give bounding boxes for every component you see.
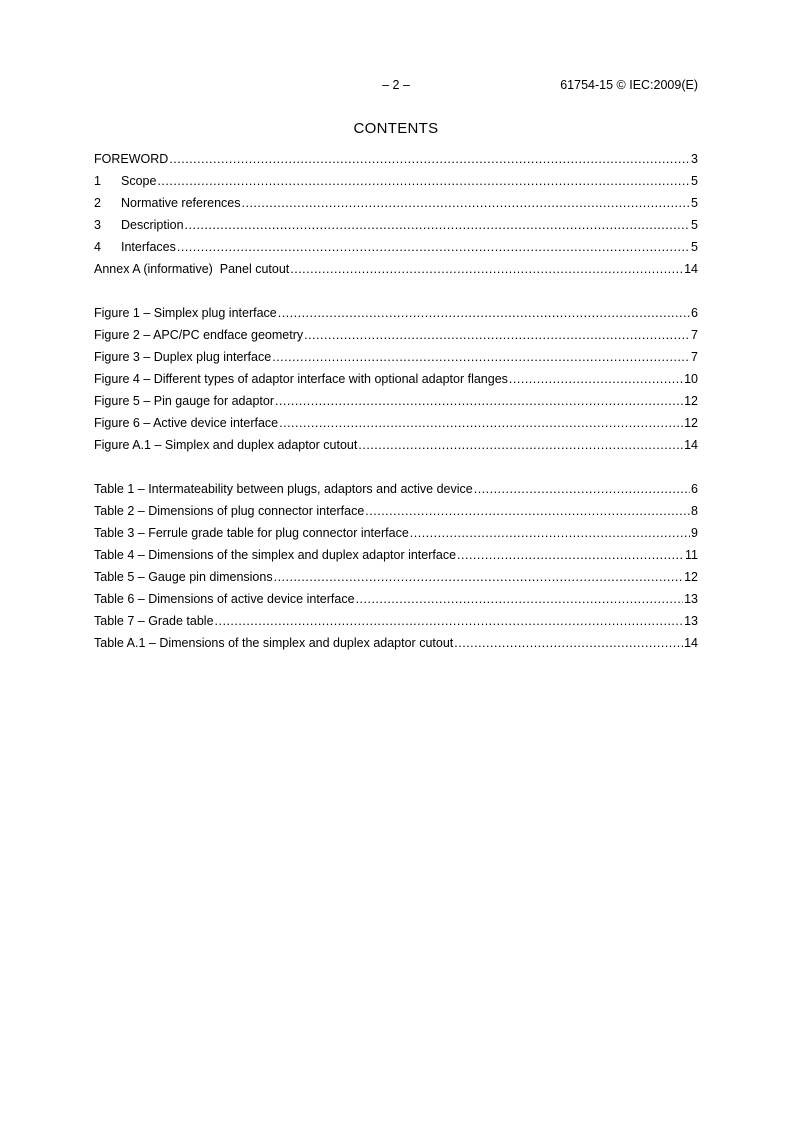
toc-entry-label: Figure A.1 – Simplex and duplex adaptor cutout: [94, 438, 358, 452]
toc-entry-figure[interactable]: [94, 371, 698, 393]
toc-entry-page: 7: [691, 350, 698, 364]
toc-entry-label: Figure 5 – Pin gauge for adaptor: [94, 394, 274, 408]
toc-leader-dots: [177, 239, 690, 255]
toc-entry-label: Table 7 – Grade table: [94, 614, 214, 628]
toc-leader-dots: [410, 525, 690, 541]
toc-entry-page: 12: [684, 570, 698, 584]
toc-spacer: [94, 283, 698, 305]
toc-leader-dots: [242, 195, 691, 211]
toc-entry-interfaces[interactable]: [94, 239, 698, 261]
toc-entry-table[interactable]: [94, 635, 698, 657]
toc-entry-figure[interactable]: [94, 305, 698, 327]
toc-entry-label: Figure 3 – Duplex plug interface: [94, 350, 272, 364]
document-reference: 61754-15 © IEC:2009(E): [560, 78, 698, 92]
toc-leader-dots: [272, 349, 690, 365]
toc-entry-number: 1: [94, 174, 101, 188]
toc-entry-figure[interactable]: [94, 437, 698, 459]
toc-entry-number: 2: [94, 196, 101, 210]
toc-leader-dots: [279, 415, 683, 431]
toc-entry-page: 8: [691, 504, 698, 518]
toc-entry-label: Table 6 – Dimensions of active device interface: [94, 592, 355, 606]
toc-entry-number: 4: [94, 240, 101, 254]
contents-title: CONTENTS: [353, 120, 439, 137]
toc-entry-label: Annex A (informative) Panel cutout: [94, 262, 290, 276]
toc-entry-page: 13: [684, 592, 698, 606]
toc-entry-label: Figure 1 – Simplex plug interface: [94, 306, 277, 320]
toc-leader-dots: [356, 591, 684, 607]
toc-entry-table[interactable]: [94, 569, 698, 591]
toc-entry-page: 14: [684, 262, 698, 276]
toc-entry-page: 12: [684, 416, 698, 430]
toc-entry-page: 9: [691, 526, 698, 540]
toc-entry-page: 7: [691, 328, 698, 342]
toc-leader-dots: [169, 151, 690, 167]
toc-entry-number: 3: [94, 218, 101, 232]
toc-leader-dots: [185, 217, 691, 233]
toc-entry-description[interactable]: [94, 217, 698, 239]
toc-entry-label: Table A.1 – Dimensions of the simplex and duplex adaptor cutout: [94, 636, 454, 650]
toc-entry-table[interactable]: [94, 525, 698, 547]
toc-leader-dots: [358, 437, 683, 453]
toc-entry-page: 11: [685, 548, 698, 562]
toc-leader-dots: [215, 613, 684, 629]
toc-entry-label: Table 1 – Intermateability between plugs, adaptors and active device: [94, 482, 473, 496]
toc-entry-table[interactable]: [94, 481, 698, 503]
toc-leader-dots: [454, 635, 683, 651]
toc-entry-label: FOREWORD: [94, 152, 169, 166]
toc-tables: [94, 481, 698, 657]
toc-leader-dots: [365, 503, 690, 519]
toc-entry-normative-references[interactable]: [94, 195, 698, 217]
toc-entry-label: Table 4 – Dimensions of the simplex and duplex adaptor interface: [94, 548, 457, 562]
toc-entry-page: 5: [691, 174, 698, 188]
toc-entry-page: 6: [691, 306, 698, 320]
toc-entry-page: 5: [691, 240, 698, 254]
toc-entry-scope[interactable]: [94, 173, 698, 195]
toc-entry-annex-a[interactable]: [94, 261, 698, 283]
table-of-contents: [94, 151, 698, 657]
toc-leader-dots: [278, 305, 690, 321]
toc-entry-figure[interactable]: [94, 393, 698, 415]
toc-entry-label: Table 5 – Gauge pin dimensions: [94, 570, 273, 584]
toc-entry-label: Figure 4 – Different types of adaptor interface with optional adaptor flanges: [94, 372, 508, 386]
toc-entry-label: Table 3 – Ferrule grade table for plug connector interface: [94, 526, 409, 540]
toc-sections: [94, 151, 698, 283]
toc-entry-page: 3: [691, 152, 698, 166]
toc-entry-table[interactable]: [94, 503, 698, 525]
toc-entry-table[interactable]: [94, 591, 698, 613]
page-header: [94, 78, 698, 94]
toc-leader-dots: [304, 327, 690, 343]
toc-entry-label: Interfaces: [121, 240, 176, 254]
toc-entry-figure[interactable]: [94, 349, 698, 371]
toc-entry-table[interactable]: [94, 613, 698, 635]
toc-entry-page: 6: [691, 482, 698, 496]
toc-entry-page: 14: [684, 636, 698, 650]
toc-leader-dots: [474, 481, 690, 497]
toc-entry-page: 5: [691, 218, 698, 232]
toc-entry-foreword[interactable]: [94, 151, 698, 173]
toc-entry-figure[interactable]: [94, 327, 698, 349]
toc-spacer: [94, 459, 698, 481]
toc-leader-dots: [457, 547, 684, 563]
toc-entry-page: 12: [684, 394, 698, 408]
toc-leader-dots: [274, 569, 684, 585]
toc-leader-dots: [509, 371, 683, 387]
toc-entry-page: 10: [684, 372, 698, 386]
toc-entry-label: Normative references: [121, 196, 241, 210]
toc-entry-label: Description: [121, 218, 184, 232]
toc-entry-label: Figure 6 – Active device interface: [94, 416, 279, 430]
toc-entry-label: Scope: [121, 174, 157, 188]
toc-entry-label: Figure 2 – APC/PC endface geometry: [94, 328, 304, 342]
toc-entry-figure[interactable]: [94, 415, 698, 437]
page-number: – 2 –: [382, 78, 410, 92]
toc-figures: [94, 305, 698, 459]
toc-leader-dots: [157, 173, 690, 189]
toc-entry-page: 5: [691, 196, 698, 210]
toc-entry-table[interactable]: [94, 547, 698, 569]
toc-leader-dots: [275, 393, 683, 409]
toc-entry-page: 13: [684, 614, 698, 628]
toc-leader-dots: [290, 261, 683, 277]
toc-entry-label: Table 2 – Dimensions of plug connector interface: [94, 504, 365, 518]
toc-entry-page: 14: [684, 438, 698, 452]
